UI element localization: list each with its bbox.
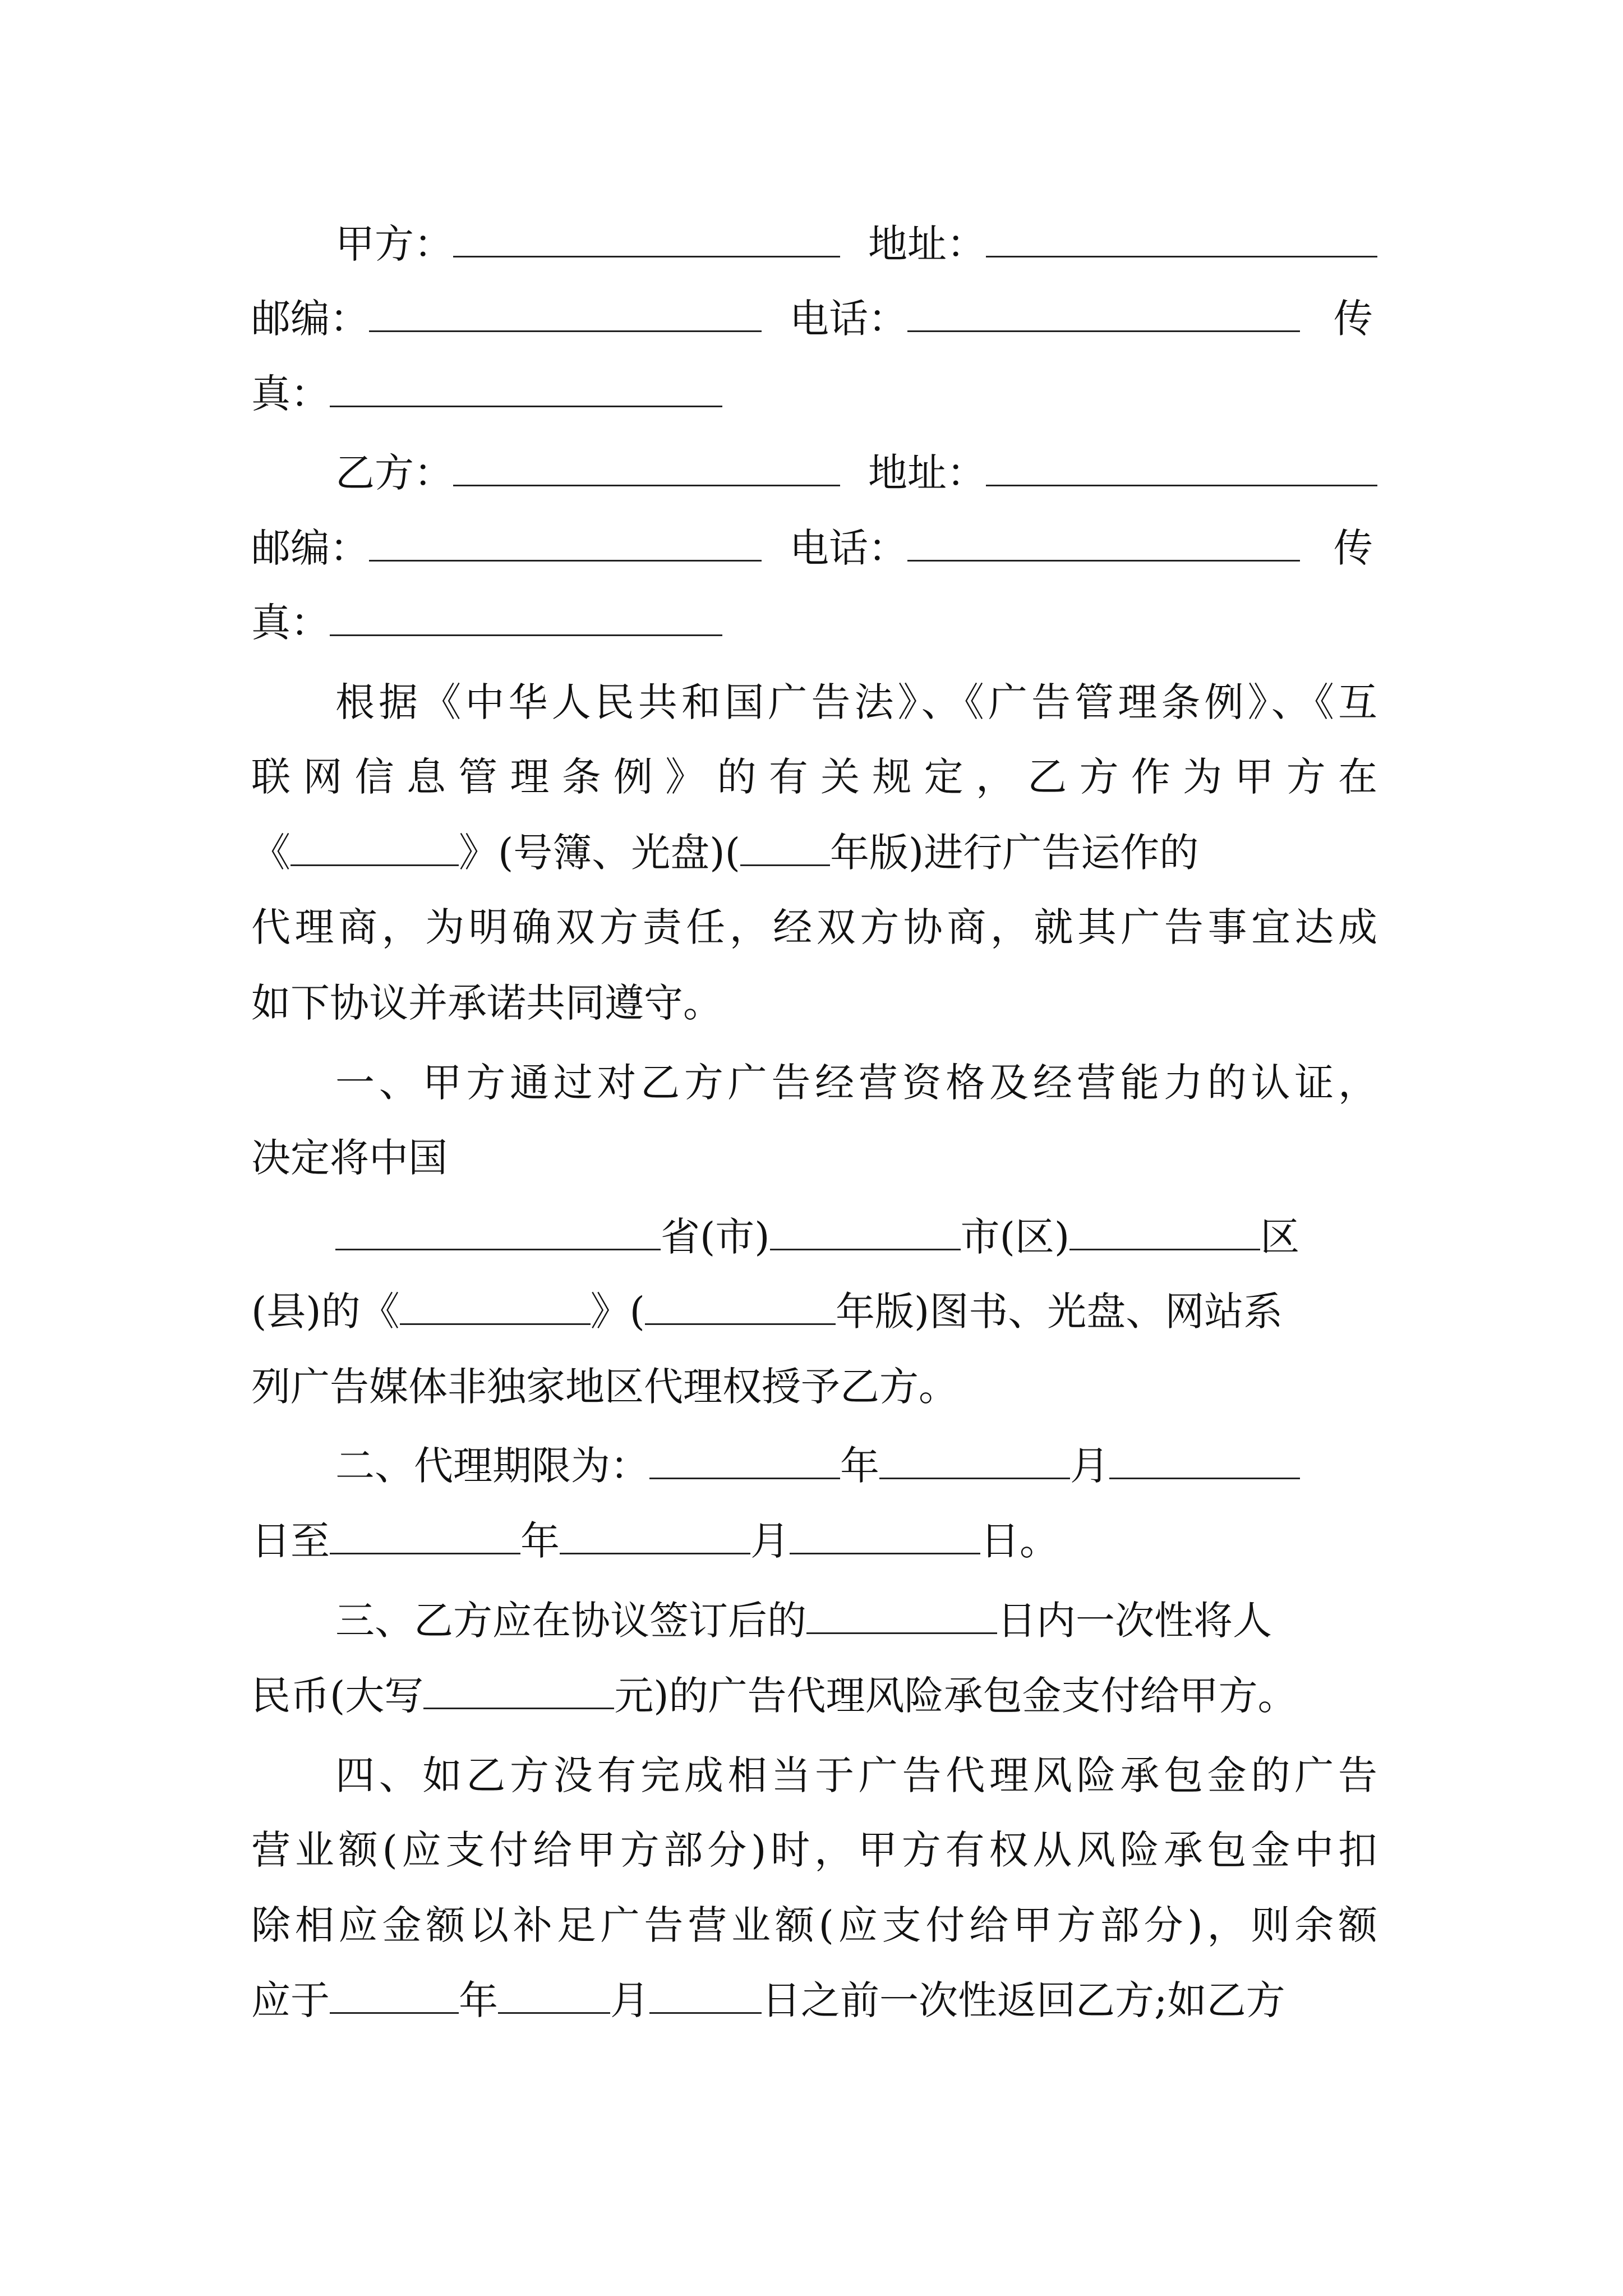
- province-label: 省(市): [661, 1214, 770, 1260]
- amount-text: 民币(大写: [251, 1673, 424, 1719]
- preamble-line-4: 代理商，为明确双方责任，经双方协商，就其广告事宜达成: [251, 904, 1377, 950]
- media-type-text: 》(号簿、光盘)(: [459, 830, 740, 876]
- party-b-contact-line: [251, 514, 1377, 582]
- start-day-blank: [1109, 1447, 1300, 1479]
- party-b-name-label: 乙方：: [335, 450, 453, 496]
- start-month-label: 月: [1070, 1443, 1109, 1489]
- party-b-phone-label: 电话：: [790, 525, 907, 571]
- end-day-blank: [790, 1522, 980, 1554]
- party-b-phone-blank: [907, 529, 1300, 562]
- clause-2-line-2: [251, 1507, 1377, 1575]
- end-year-blank: [330, 1522, 520, 1554]
- party-b-name-address-line: [251, 439, 1377, 507]
- book-quote-open: 《: [251, 830, 291, 876]
- end-month-blank: [560, 1522, 750, 1554]
- payment-deadline-text: 三、乙方应在协议签订后的: [335, 1598, 806, 1644]
- party-a-fax-blank: [330, 375, 722, 407]
- publication-name-blank: [291, 834, 459, 866]
- start-year-blank: [649, 1447, 840, 1479]
- edition-year-blank: [740, 834, 830, 866]
- clause-1-line-4: [251, 1278, 1377, 1345]
- edition-text: 年版)进行广告运作的: [829, 830, 1199, 876]
- clause-4-line-1: 四、如乙方没有完成相当于广告代理风险承包金的广告: [335, 1752, 1377, 1798]
- preamble-line-2: 联网信息管理条例》的有关规定，乙方作为甲方在: [251, 754, 1377, 800]
- preamble-line-5: 如下协议并承诺共同遵守。: [251, 980, 722, 1026]
- party-b-fax-label-end: 真：: [251, 600, 330, 646]
- party-a-address-blank: [986, 225, 1377, 257]
- start-month-blank: [879, 1447, 1070, 1479]
- party-a-address-label: 地址：: [868, 221, 986, 267]
- refund-due-text: 应于: [251, 1977, 330, 2023]
- clause-3-line-2: [251, 1662, 1377, 1729]
- clause-4-line-2: 营业额(应支付给甲方部分)时，甲方有权从风险承包金中扣: [251, 1827, 1377, 1873]
- city-label: 市(区): [960, 1214, 1070, 1260]
- party-a-name-address-line: [251, 210, 1377, 278]
- party-a-contact-line: [251, 285, 1377, 352]
- start-day-to-label: 日至: [251, 1518, 330, 1564]
- party-b-address-blank: [986, 454, 1377, 486]
- clause-2-line-1: [251, 1432, 1377, 1499]
- start-year-label: 年: [840, 1443, 879, 1489]
- preamble-line-3: [251, 819, 1377, 886]
- clause-1-line-3: [251, 1203, 1377, 1271]
- clause-4-line-4: [251, 1967, 1377, 2034]
- district-label: 区: [1260, 1214, 1300, 1260]
- party-a-name-label: 甲方：: [335, 221, 453, 267]
- clause-1-line-5: 列广告媒体非独家地区代理权授予乙方。: [251, 1364, 958, 1410]
- book-year-blank: [645, 1292, 836, 1325]
- party-b-postcode-label: 邮编：: [251, 525, 369, 571]
- party-b-address-label: 地址：: [868, 450, 986, 496]
- party-a-fax-label-start: 传: [1334, 296, 1373, 342]
- payment-days-text: 日内一次性将人: [997, 1598, 1272, 1644]
- refund-year-label: 年: [459, 1977, 498, 2023]
- party-b-postcode-blank: [369, 529, 762, 562]
- clause-1-line-1: 一、甲方通过对乙方广告经营资格及经营能力的认证，: [335, 1060, 1377, 1106]
- media-list-text: 年版)图书、光盘、网站系: [835, 1289, 1283, 1335]
- party-b-name-blank: [453, 454, 840, 486]
- refund-day-text: 日之前一次性返回乙方;如乙方: [762, 1977, 1285, 2023]
- end-month-label: 月: [750, 1518, 790, 1564]
- refund-month-blank: [498, 1981, 610, 2014]
- preamble-line-1: 根据《中华人民共和国广告法》、《广告管理条例》、《互: [335, 679, 1377, 725]
- term-label: 二、代理期限为：: [335, 1443, 649, 1489]
- party-b-fax-label-start: 传: [1334, 525, 1373, 571]
- end-day-label: 日。: [980, 1518, 1059, 1564]
- city-blank: [770, 1218, 961, 1250]
- amount-blank: [423, 1677, 614, 1709]
- clause-1-line-2: 决定将中国: [251, 1135, 448, 1181]
- clause-4-line-3: 除相应金额以补足广告营业额(应支付给甲方部分)，则余额: [251, 1902, 1377, 1948]
- party-a-fax-label-end: 真：: [251, 371, 330, 417]
- book-title-blank: [400, 1292, 591, 1325]
- party-a-phone-label: 电话：: [790, 296, 907, 342]
- party-a-name-blank: [453, 225, 840, 257]
- county-label: (县)的《: [251, 1289, 400, 1335]
- book-title-close: 》(: [590, 1289, 645, 1335]
- party-b-fax-blank: [330, 604, 722, 636]
- refund-month-label: 月: [610, 1977, 649, 2023]
- refund-day-blank: [649, 1981, 762, 2014]
- refund-year-blank: [330, 1981, 459, 2014]
- party-b-fax-line: [251, 589, 1377, 656]
- party-a-postcode-label: 邮编：: [251, 296, 369, 342]
- end-year-label: 年: [520, 1518, 560, 1564]
- district-blank: [1069, 1218, 1260, 1250]
- payment-days-blank: [806, 1602, 997, 1634]
- party-a-postcode-blank: [369, 300, 762, 332]
- province-blank: [335, 1218, 661, 1250]
- party-a-fax-line: [251, 360, 1377, 427]
- clause-3-line-1: [251, 1587, 1377, 1654]
- party-a-phone-blank: [907, 300, 1300, 332]
- amount-purpose-text: 元)的广告代理风险承包金支付给甲方。: [614, 1673, 1297, 1719]
